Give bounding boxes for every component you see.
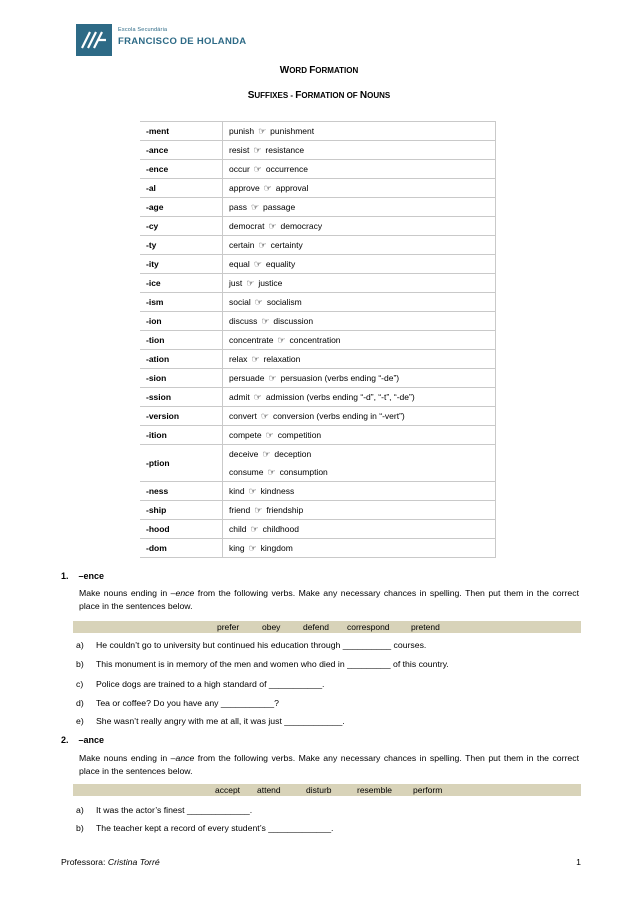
suffix-cell: -tion (140, 331, 223, 350)
example-line (229, 482, 495, 500)
example-line (229, 122, 495, 140)
example-cell (223, 293, 496, 312)
example-line (229, 369, 495, 387)
base-word: compete (229, 430, 262, 440)
derived-noun: socialism (266, 297, 302, 307)
sentence-item: e) She wasn’t really angry with me at all, it was just ____________. (76, 716, 345, 726)
example-line (229, 350, 495, 368)
example-line (229, 217, 495, 235)
word-bank-item: obey (262, 622, 281, 632)
sentence-item: a) He couldn’t go to university but continued his education through __________ courses. (76, 640, 427, 650)
base-word: persuade (229, 373, 265, 383)
derived-noun: friendship (266, 505, 304, 515)
example-line (229, 255, 495, 273)
example-cell (223, 160, 496, 179)
example-line (229, 312, 495, 330)
suffix-cell: -ty (140, 236, 223, 255)
example-line (229, 160, 495, 178)
pointing-hand-icon: ☞ (248, 486, 257, 496)
pointing-hand-icon: ☞ (263, 183, 272, 193)
example-line (229, 520, 495, 538)
pointing-hand-icon: ☞ (250, 202, 260, 212)
example-cell (223, 274, 496, 293)
derived-noun: deception (274, 449, 312, 459)
example-line (229, 141, 495, 159)
base-word: discuss (229, 316, 258, 326)
suffix-row (140, 331, 496, 350)
example-cell (223, 141, 496, 160)
pointing-hand-icon: ☞ (253, 392, 262, 402)
derived-noun: relaxation (263, 354, 301, 364)
word-bank-item: attend (257, 785, 281, 795)
pointing-hand-icon: ☞ (267, 467, 276, 477)
example-cell (223, 255, 496, 274)
base-word: convert (229, 411, 257, 421)
teacher-name: Cristina Torré (107, 857, 160, 867)
example-line (229, 407, 495, 425)
suffix-cell: -ment (140, 122, 223, 141)
section-2-heading: 2. –ance (61, 735, 105, 745)
base-word: just (229, 278, 243, 288)
derived-noun: concentration (289, 335, 341, 345)
base-word: occur (229, 164, 250, 174)
pointing-hand-icon: ☞ (261, 316, 270, 326)
suffix-row (140, 122, 496, 141)
suffix-table (140, 121, 496, 558)
teacher-label: Professora: (61, 857, 108, 867)
suffix-cell: -ion (140, 312, 223, 331)
example-line (229, 331, 495, 349)
page-subtitle: SUFFIXES - FORMATION OF NOUNS (247, 90, 391, 101)
pointing-hand-icon: ☞ (253, 145, 262, 155)
section-1-instructions: Make nouns ending in –ence from the following verbs. Make any necessary chances in spelling. Then put them in the correct place in the sentences below. (79, 588, 580, 611)
base-word: pass (229, 202, 247, 212)
page-footer (61, 857, 581, 867)
example-line (229, 198, 495, 216)
suffix-cell: -version (140, 407, 223, 426)
example-cell (223, 331, 496, 350)
derived-noun: kindness (260, 486, 295, 496)
suffix-row (140, 141, 496, 160)
school-name: FRANCISCO DE HOLANDA (118, 36, 247, 47)
pointing-hand-icon: ☞ (254, 505, 263, 515)
suffix-row (140, 198, 496, 217)
suffix-cell: -sion (140, 369, 223, 388)
example-cell (223, 236, 496, 255)
example-cell (223, 388, 496, 407)
derived-noun: democracy (280, 221, 323, 231)
suffix-row (140, 160, 496, 179)
logo-mark (76, 24, 112, 56)
pointing-hand-icon: ☞ (250, 524, 259, 534)
suffix-row (140, 388, 496, 407)
word-bank-item: resemble (357, 785, 392, 795)
word-bank-item: disturb (306, 785, 332, 795)
suffix-row (140, 179, 496, 198)
derived-noun: equality (265, 259, 296, 269)
section-1-heading: 1. –ence (61, 571, 105, 581)
example-line (229, 274, 495, 292)
example-cell (223, 426, 496, 445)
suffix-cell: -ity (140, 255, 223, 274)
example-line (229, 445, 495, 463)
pointing-hand-icon: ☞ (253, 259, 262, 269)
suffix-row (140, 520, 496, 539)
word-bank-item: perform (413, 785, 443, 795)
pointing-hand-icon: ☞ (268, 221, 277, 231)
sentence-item: a) It was the actor’s finest _____________. (76, 805, 253, 815)
derived-noun: approval (275, 183, 309, 193)
word-bank-item: prefer (217, 622, 240, 632)
suffix-cell: -ence (140, 160, 223, 179)
suffix-row (140, 255, 496, 274)
suffix-cell: -ism (140, 293, 223, 312)
derived-noun: resistance (265, 145, 305, 155)
base-word: punish (229, 126, 255, 136)
suffix-row (140, 426, 496, 445)
school-label: Escola Secundária (118, 27, 168, 33)
sentence-item: c) Police dogs are trained to a high standard of ___________. (76, 679, 325, 689)
derived-noun: competition (277, 430, 322, 440)
suffix-cell: -ssion (140, 388, 223, 407)
derived-noun: justice (258, 278, 283, 288)
suffix-cell: -ship (140, 501, 223, 520)
derived-noun: discussion (273, 316, 314, 326)
pointing-hand-icon: ☞ (277, 335, 286, 345)
pointing-hand-icon: ☞ (265, 430, 274, 440)
word-bank-item: correspond (347, 622, 390, 632)
suffix-cell: -ness (140, 482, 223, 501)
example-cell (223, 217, 496, 236)
suffix-cell: -ice (140, 274, 223, 293)
suffix-cell: -ation (140, 350, 223, 369)
page-title: WORD FORMATION (279, 65, 359, 76)
example-line (229, 463, 495, 481)
pointing-hand-icon: ☞ (253, 164, 262, 174)
pointing-hand-icon: ☞ (254, 297, 263, 307)
example-cell (223, 179, 496, 198)
base-word: resist (229, 145, 250, 155)
derived-noun: occurrence (265, 164, 308, 174)
example-line (229, 293, 495, 311)
example-cell (223, 445, 496, 482)
example-cell (223, 369, 496, 388)
derived-noun: punishment (270, 126, 315, 136)
pointing-hand-icon: ☞ (262, 449, 271, 459)
derived-noun: admission (verbs ending “-d”, “-t”, “-de”) (265, 392, 415, 402)
word-bank-item: pretend (411, 622, 440, 632)
sentence-item: d) Tea or coffee? Do you have any ___________? (76, 698, 279, 708)
example-cell (223, 198, 496, 217)
suffix-row (140, 539, 496, 558)
school-logo (76, 24, 266, 56)
section-1-word-bank (73, 621, 581, 633)
suffix-cell: -ption (140, 445, 223, 482)
section-2-instructions: Make nouns ending in –ance from the following verbs. Make any necessary chances in spelling. Then put them in the correct place in the sentences below. (79, 753, 580, 776)
section-2-word-bank (73, 784, 581, 796)
base-word: friend (229, 505, 251, 515)
example-line (229, 388, 495, 406)
suffix-row (140, 445, 496, 482)
suffix-row (140, 350, 496, 369)
pointing-hand-icon: ☞ (246, 278, 255, 288)
pointing-hand-icon: ☞ (258, 240, 267, 250)
page-number: 1 (576, 857, 581, 867)
derived-noun: persuasion (verbs ending “-de”) (280, 373, 400, 383)
example-line (229, 179, 495, 197)
suffix-cell: -cy (140, 217, 223, 236)
suffix-cell: -ance (140, 141, 223, 160)
example-line (229, 236, 495, 254)
pointing-hand-icon: ☞ (248, 543, 257, 553)
pointing-hand-icon: ☞ (251, 354, 260, 364)
derived-noun: kingdom (260, 543, 293, 553)
base-word: deceive (229, 449, 259, 459)
example-cell (223, 539, 496, 558)
derived-noun: conversion (verbs ending in “-vert”) (272, 411, 405, 421)
suffix-cell: -age (140, 198, 223, 217)
derived-noun: childhood (262, 524, 299, 534)
example-cell (223, 122, 496, 141)
example-cell (223, 501, 496, 520)
suffix-row (140, 236, 496, 255)
base-word: king (229, 543, 245, 553)
suffix-cell: -hood (140, 520, 223, 539)
example-cell (223, 407, 496, 426)
suffix-row (140, 217, 496, 236)
base-word: social (229, 297, 251, 307)
derived-noun: certainty (270, 240, 303, 250)
example-cell (223, 312, 496, 331)
example-cell (223, 520, 496, 539)
base-word: approve (229, 183, 260, 193)
suffix-row (140, 369, 496, 388)
suffix-row (140, 312, 496, 331)
suffix-row (140, 482, 496, 501)
word-bank-item: defend (303, 622, 329, 632)
suffix-row (140, 274, 496, 293)
base-word: equal (229, 259, 250, 269)
pointing-hand-icon: ☞ (260, 411, 269, 421)
pointing-hand-icon: ☞ (268, 373, 277, 383)
base-word: child (229, 524, 247, 534)
word-bank-item: accept (215, 785, 241, 795)
pointing-hand-icon: ☞ (258, 126, 267, 136)
example-line (229, 539, 495, 557)
base-word: kind (229, 486, 245, 496)
base-word: admit (229, 392, 250, 402)
sentence-item: b) The teacher kept a record of every student’s _____________. (76, 823, 334, 833)
sentence-item: b) This monument is in memory of the men and women who died in _________ of this country. (76, 659, 449, 669)
suffix-row (140, 407, 496, 426)
base-word: relax (229, 354, 248, 364)
example-cell (223, 350, 496, 369)
suffix-cell: -al (140, 179, 223, 198)
base-word: concentrate (229, 335, 274, 345)
example-line (229, 426, 495, 444)
base-word: democrat (229, 221, 265, 231)
derived-noun: consumption (279, 467, 328, 477)
derived-noun: passage (263, 202, 296, 212)
suffix-row (140, 293, 496, 312)
example-line (229, 501, 495, 519)
suffix-cell: -dom (140, 539, 223, 558)
base-word: consume (229, 467, 264, 477)
base-word: certain (229, 240, 255, 250)
suffix-cell: -ition (140, 426, 223, 445)
example-cell (223, 482, 496, 501)
suffix-row (140, 501, 496, 520)
